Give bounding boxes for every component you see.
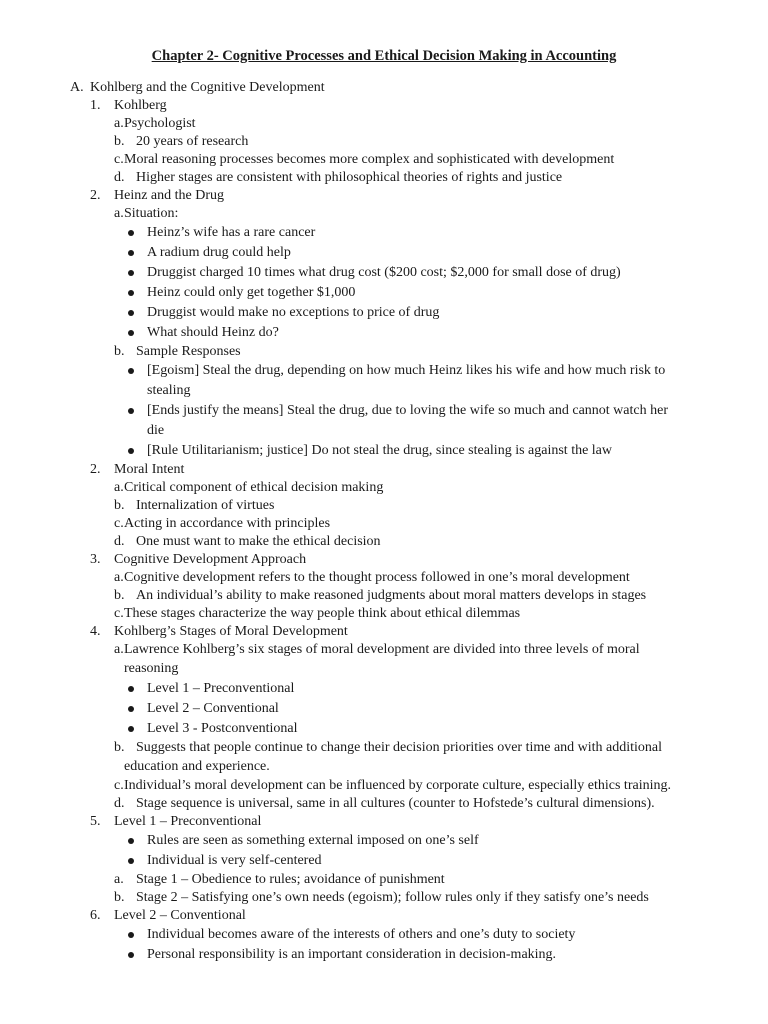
outline-item <box>0 757 768 777</box>
outline-marker: a. <box>114 206 124 221</box>
bullet-icon <box>128 250 134 256</box>
outline-marker: c. <box>114 516 124 531</box>
outline-item <box>0 441 768 461</box>
outline-text: [Egoism] Steal the drug, depending on how much Heinz likes his wife and how much risk to <box>147 363 666 378</box>
outline-text: Psychologist <box>124 116 196 131</box>
outline-item <box>0 283 768 303</box>
outline-text: Stage 1 – Obedience to rules; avoidance of punishment <box>136 872 445 887</box>
outline-text: Critical component of ethical decision making <box>124 480 384 495</box>
bullet-icon <box>128 448 134 454</box>
outline-text: One must want to make the ethical decision <box>136 534 381 549</box>
outline-marker: a. <box>114 642 124 657</box>
outline-item <box>0 699 768 719</box>
outline-text: Heinz and the Drug <box>114 188 225 203</box>
outline-marker: b. <box>114 134 125 149</box>
outline-text: Level 1 – Preconventional <box>114 814 262 829</box>
outline-text: Acting in accordance with principles <box>124 516 331 531</box>
outline-item <box>0 515 768 533</box>
outline-text: These stages characterize the way people think about ethical dilemmas <box>124 606 521 621</box>
outline-marker: d. <box>114 534 125 549</box>
outline-text: reasoning <box>124 661 179 676</box>
outline-text: Internalization of virtues <box>136 498 275 513</box>
outline-item <box>0 97 768 115</box>
outline-text: What should Heinz do? <box>147 325 279 340</box>
bullet-icon <box>128 932 134 938</box>
outline-item <box>0 79 768 97</box>
outline-marker: b. <box>114 890 125 905</box>
bullet-icon <box>128 706 134 712</box>
outline-marker: c. <box>114 606 124 621</box>
outline-marker: 6. <box>90 908 101 923</box>
outline-item <box>0 777 768 795</box>
outline-text: Rules are seen as something external imposed on one’s self <box>147 833 479 848</box>
outline-item <box>0 497 768 515</box>
outline-text: Cognitive Development Approach <box>114 552 307 567</box>
outline-text: Heinz’s wife has a rare cancer <box>147 225 316 240</box>
outline-text: Moral Intent <box>114 462 185 477</box>
outline-marker: b. <box>114 740 125 755</box>
outline-marker: d. <box>114 170 125 185</box>
outline-item <box>0 551 768 569</box>
outline-item <box>0 461 768 479</box>
outline-text: stealing <box>147 383 191 398</box>
outline-item <box>0 831 768 851</box>
outline-item <box>0 659 768 679</box>
outline-marker: b. <box>114 344 125 359</box>
outline-marker: c. <box>114 152 124 167</box>
outline-text: Suggests that people continue to change their decision priorities over time and with additional <box>136 740 663 755</box>
outline-item <box>0 719 768 739</box>
outline-marker: 2. <box>90 188 101 203</box>
outline-text: 20 years of research <box>136 134 249 149</box>
outline-text: Individual becomes aware of the interests of others and one’s duty to society <box>147 927 576 942</box>
outline-item <box>0 623 768 641</box>
outline-text: Stage sequence is universal, same in all cultures (counter to Hofstede’s cultural dimensions). <box>136 796 655 811</box>
outline-item <box>0 641 768 659</box>
outline-marker: a. <box>114 872 124 887</box>
outline-item <box>0 115 768 133</box>
outline-item <box>0 133 768 151</box>
outline-item <box>0 401 768 421</box>
outline-item <box>0 243 768 263</box>
bullet-icon <box>128 726 134 732</box>
outline-marker: c. <box>114 778 124 793</box>
outline-text: Higher stages are consistent with philosophical theories of rights and justice <box>136 170 563 185</box>
outline-text: Kohlberg <box>114 98 167 113</box>
outline-text: Level 3 - Postconventional <box>147 721 298 736</box>
outline-text: A radium drug could help <box>147 245 291 260</box>
outline-text: Kohlberg’s Stages of Moral Development <box>114 624 348 639</box>
outline-text: Kohlberg and the Cognitive Development <box>90 80 325 95</box>
outline-text: Cognitive development refers to the thought process followed in one’s moral development <box>124 570 630 585</box>
outline-marker: b. <box>114 588 125 603</box>
outline-item <box>0 739 768 757</box>
outline-marker: a. <box>114 570 124 585</box>
outline-item <box>0 187 768 205</box>
bullet-icon <box>128 838 134 844</box>
outline-item <box>0 569 768 587</box>
outline-marker: 3. <box>90 552 101 567</box>
outline-item <box>0 925 768 945</box>
outline-text: Sample Responses <box>136 344 241 359</box>
bullet-icon <box>128 686 134 692</box>
outline-text: [Ends justify the means] Steal the drug, due to loving the wife so much and cannot watch her <box>147 403 668 418</box>
outline-text: Individual is very self-centered <box>147 853 322 868</box>
outline-text: Lawrence Kohlberg’s six stages of moral development are divided into three levels of moral <box>124 642 640 657</box>
outline-item <box>0 907 768 925</box>
bullet-icon <box>128 310 134 316</box>
bullet-icon <box>128 330 134 336</box>
outline-text: Individual’s moral development can be influenced by corporate culture, especially ethics training. <box>124 778 671 793</box>
outline-item <box>0 151 768 169</box>
outline-text: Personal responsibility is an important consideration in decision-making. <box>147 947 557 962</box>
outline-item <box>0 205 768 223</box>
outline-text: An individual’s ability to make reasoned judgments about moral matters develops in stages <box>136 588 647 603</box>
outline-item <box>0 323 768 343</box>
outline-text: Moral reasoning processes becomes more complex and sophisticated with development <box>124 152 615 167</box>
outline-marker: A. <box>70 80 84 95</box>
outline-marker: 1. <box>90 98 101 113</box>
outline-text: Druggist charged 10 times what drug cost ($200 cost; $2,000 for small dose of drug) <box>147 265 621 280</box>
outline-marker: 2. <box>90 462 101 477</box>
outline-item <box>0 605 768 623</box>
outline-item <box>0 421 768 441</box>
outline-item <box>0 169 768 187</box>
outline-item <box>0 813 768 831</box>
outline-text: die <box>147 423 165 438</box>
outline-text: [Rule Utilitarianism; justice] Do not steal the drug, since stealing is against the law <box>147 443 613 458</box>
outline-text: Situation: <box>124 206 179 221</box>
bullet-icon <box>128 858 134 864</box>
outline-item <box>0 871 768 889</box>
outline-text: Level 1 – Preconventional <box>147 681 295 696</box>
outline-text: education and experience. <box>124 759 270 774</box>
outline-item <box>0 795 768 813</box>
bullet-icon <box>128 408 134 414</box>
outline-item <box>0 343 768 361</box>
outline-item <box>0 303 768 323</box>
outline-marker: 5. <box>90 814 101 829</box>
outline-item <box>0 679 768 699</box>
outline-item <box>0 945 768 965</box>
outline-marker: a. <box>114 480 124 495</box>
outline-item <box>0 851 768 871</box>
outline-item <box>0 587 768 605</box>
bullet-icon <box>128 368 134 374</box>
outline-list <box>0 79 768 965</box>
outline-item <box>0 533 768 551</box>
bullet-icon <box>128 290 134 296</box>
outline-text: Level 2 – Conventional <box>114 908 246 923</box>
bullet-icon <box>128 270 134 276</box>
outline-item <box>0 381 768 401</box>
outline-item <box>0 361 768 381</box>
outline-item <box>0 479 768 497</box>
outline-marker: b. <box>114 498 125 513</box>
outline-marker: d. <box>114 796 125 811</box>
outline-item <box>0 223 768 243</box>
outline-marker: a. <box>114 116 124 131</box>
outline-item <box>0 889 768 907</box>
outline-text: Heinz could only get together $1,000 <box>147 285 356 300</box>
outline-text: Level 2 – Conventional <box>147 701 279 716</box>
outline-marker: 4. <box>90 624 101 639</box>
page-title: Chapter 2- Cognitive Processes and Ethical Decision Making in Accounting <box>151 48 617 64</box>
bullet-icon <box>128 230 134 236</box>
outline-text: Druggist would make no exceptions to price of drug <box>147 305 440 320</box>
bullet-icon <box>128 952 134 958</box>
outline-item <box>0 263 768 283</box>
outline-text: Stage 2 – Satisfying one’s own needs (egoism); follow rules only if they satisfy one’s needs <box>136 890 649 905</box>
